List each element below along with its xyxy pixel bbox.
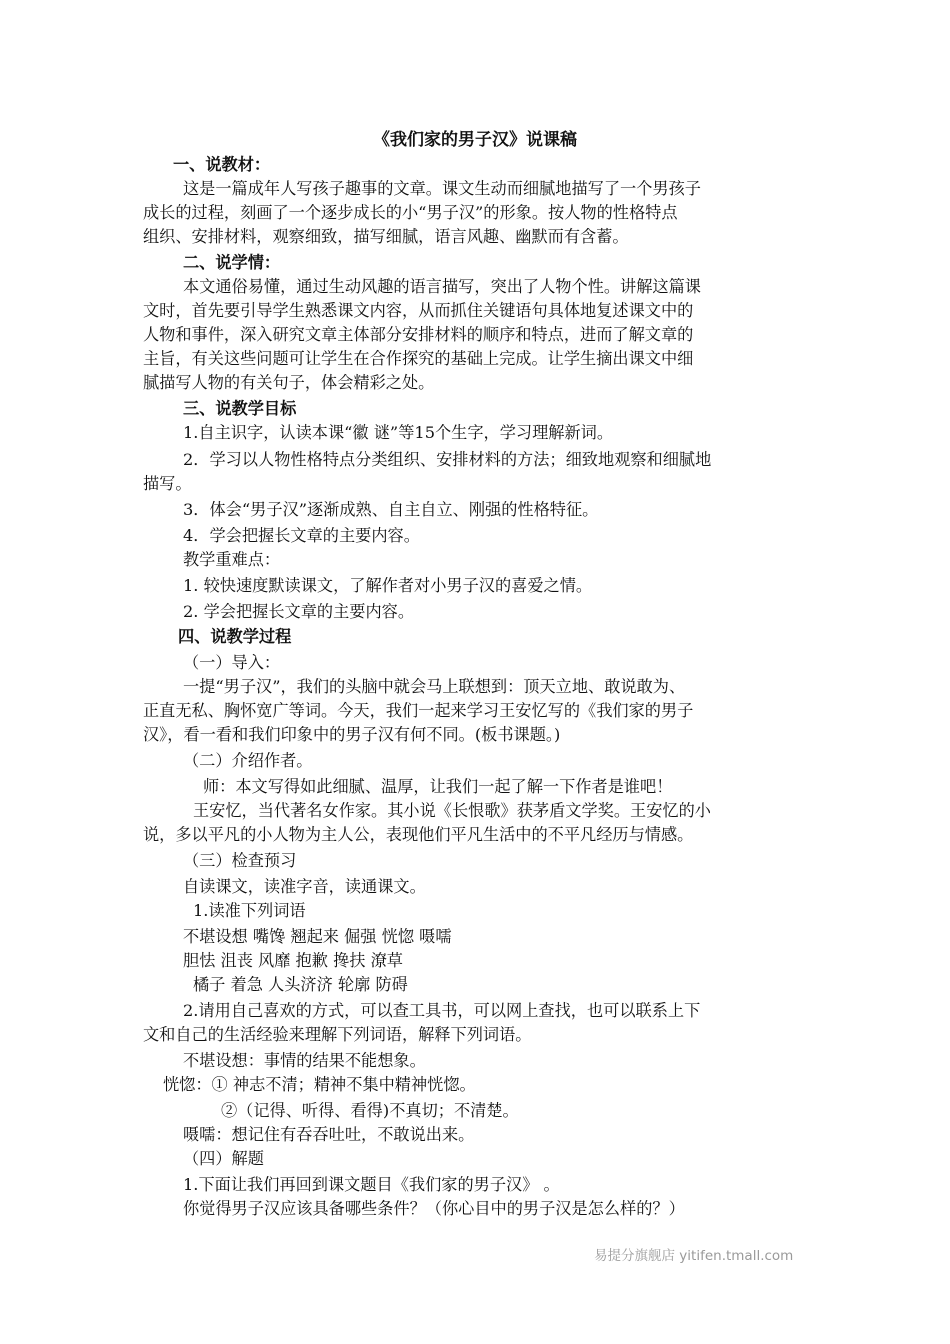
paragraph-line: 胆怯 沮丧 风靡 抱歉 搀扶 潦草 — [183, 951, 403, 970]
paragraph-line: 正直无私、胸怀宽广等词。今天，我们一起来学习王安忆写的《我们家的男子 — [143, 701, 694, 720]
section-heading: 一、说教材： — [173, 155, 271, 174]
paragraph-line: 汉》，看一看和我们印象中的男子汉有何不同。(板书课题。) — [143, 725, 561, 744]
paragraph-line: 教学重难点： — [183, 550, 281, 569]
paragraph-line: 描写。 — [143, 474, 192, 493]
paragraph-line: 腻描写人物的有关句子，体会精彩之处。 — [143, 373, 435, 392]
paragraph-line: 4．学会把握长文章的主要内容。 — [183, 526, 420, 545]
section-heading: 二、说学情： — [183, 253, 281, 272]
paragraph-line: （二）介绍作者。 — [183, 751, 313, 770]
paragraph-line: ②（记得、听得、看得)不真切；不清楚。 — [221, 1101, 519, 1120]
paragraph-line: 2.请用自己喜欢的方式，可以查工具书，可以网上查找，也可以联系上下 — [183, 1001, 701, 1020]
paragraph-line: 说，多以平凡的小人物为主人公，表现他们平凡生活中的不平凡经历与情感。 — [143, 825, 694, 844]
paragraph-line: 不堪设想：事情的结果不能想象。 — [183, 1051, 426, 1070]
paragraph-line: 1.自主识字，认读本课“徽 谜”等15个生字，学习理解新词。 — [183, 423, 614, 442]
paragraph-line: 你觉得男子汉应该具备哪些条件？（你心目中的男子汉是怎么样的？） — [183, 1199, 685, 1218]
paragraph-line: 人物和事件，深入研究文章主体部分安排材料的顺序和特点，进而了解文章的 — [143, 325, 694, 344]
paragraph-line: 1.读准下列词语 — [193, 901, 306, 920]
paragraph-line: 1. 较快速度默读课文，了解作者对小男子汉的喜爱之情。 — [183, 576, 593, 595]
paragraph-line: 自读课文，读准字音，读通课文。 — [183, 877, 426, 896]
document-title: 《我们家的男子汉》说课稿 — [373, 130, 577, 150]
paragraph-line: 成长的过程，刻画了一个逐步成长的小“男子汉”的形象。按人物的性格特点 — [143, 203, 678, 222]
paragraph-line: 本文通俗易懂，通过生动风趣的语言描写，突出了人物个性。讲解这篇课 — [183, 277, 701, 296]
paragraph-line: 不堪设想 嘴馋 翘起来 倔强 恍惚 嗫嚅 — [183, 927, 452, 946]
paragraph-line: （四）解题 — [183, 1149, 264, 1168]
paragraph-line: （一）导入： — [183, 653, 281, 672]
store-watermark: 易提分旗舰店 yitifen.tmall.com — [594, 1248, 794, 1264]
section-heading: 三、说教学目标 — [183, 399, 297, 418]
paragraph-line: 橘子 着急 人头济济 轮廓 防碍 — [193, 975, 408, 994]
paragraph-line: 王安忆，当代著名女作家。其小说《长恨歌》获茅盾文学奖。王安忆的小 — [193, 801, 711, 820]
paragraph-line: 3．体会“男子汉”逐渐成熟、自主自立、刚强的性格特征。 — [183, 500, 599, 519]
paragraph-line: 文和自己的生活经验来理解下列词语，解释下列词语。 — [143, 1025, 532, 1044]
paragraph-line: 师：本文写得如此细腻、温厚，让我们一起了解一下作者是谁吧！ — [203, 777, 673, 796]
paragraph-line: （三）检查预习 — [183, 851, 297, 870]
paragraph-line: 一提“男子汉”，我们的头脑中就会马上联想到：顶天立地、敢说敢为、 — [183, 677, 686, 696]
paragraph-line: 主旨，有关这些问题可让学生在合作探究的基础上完成。让学生摘出课文中细 — [143, 349, 694, 368]
paragraph-line: 组织、安排材料，观察细致，描写细腻，语言风趣、幽默而有含蓄。 — [143, 227, 629, 246]
paragraph-line: 嗫嚅：想记住有吞吞吐吐，不敢说出来。 — [183, 1125, 475, 1144]
paragraph-line: 2. 学会把握长文章的主要内容。 — [183, 602, 415, 621]
paragraph-line: 文时，首先要引导学生熟悉课文内容，从而抓住关键语句具体地复述课文中的 — [143, 301, 694, 320]
paragraph-line: 这是一篇成年人写孩子趣事的文章。课文生动而细腻地描写了一个男孩子 — [183, 179, 701, 198]
section-heading: 四、说教学过程 — [178, 627, 292, 646]
paragraph-line: 1.下面让我们再回到课文题目《我们家的男子汉》 。 — [183, 1175, 560, 1194]
paragraph-line: 恍惚：① 神志不清；精神不集中精神恍惚。 — [163, 1075, 476, 1094]
paragraph-line: 2．学习以人物性格特点分类组织、安排材料的方法；细致地观察和细腻地 — [183, 450, 712, 469]
